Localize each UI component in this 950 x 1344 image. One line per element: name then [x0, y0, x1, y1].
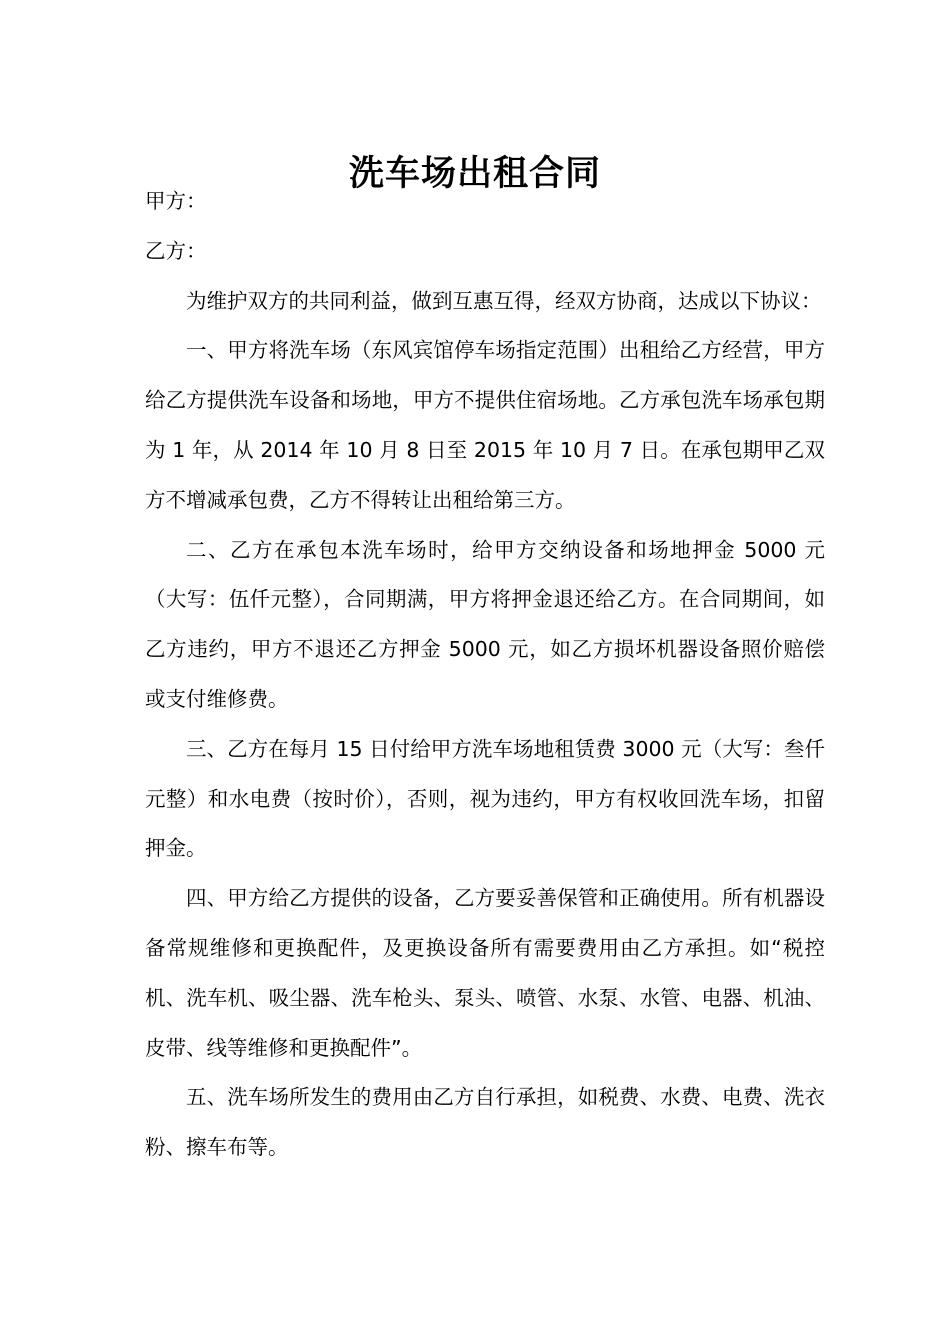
clause-1-paragraph: 一、甲方将洗车场（东风宾馆停车场指定范围）出租给乙方经营，甲方给乙方提供洗车设备和场地，甲方不提供住宿场地。乙方承包洗车场承包期为 1 年，从 2014 年 10 月 8 日至 2015 年 10 月 7 日。在承包期甲乙双方不增减承包费，乙方不得转让出租给第三方。: [145, 338, 825, 512]
party-b-line: 乙方：: [145, 238, 207, 263]
document-title: 洗车场出租合同: [348, 154, 601, 195]
party-a-line: 甲方：: [145, 189, 207, 213]
clause-2-paragraph: 二、乙方在承包本洗车场时，给甲方交纳设备和场地押金 5000 元（大写：伍仟元整），合同期满，甲方将押金退还给乙方。在合同期间，如乙方违约，甲方不退还乙方押金 5000 元，如乙方损坏机器设备照价赔偿或支付维修费。: [145, 537, 825, 711]
clause-3-paragraph: 三、乙方在每月 15 日付给甲方洗车场地租赁费 3000 元（大写：叁仟元整）和水电费（按时价），否则，视为违约，甲方有权收回洗车场，扣留押金。: [145, 736, 825, 861]
preamble-paragraph: 为维护双方的共同利益，做到互惠互得，经双方协商，达成以下协议：: [186, 288, 822, 313]
clause-4-paragraph: 四、甲方给乙方提供的设备，乙方要妥善保管和正确使用。所有机器设备常规维修和更换配件，及更换设备所有需要费用由乙方承担。如“税控机、洗车机、吸尘器、洗车枪头、泵头、喷管、水泵、水管、电器、机油、皮带、线等维修和更换配件”。: [145, 886, 825, 1060]
document-body: [145, 177, 825, 1173]
clause-5-paragraph: 五、洗车场所发生的费用由乙方自行承担，如税费、水费、电费、洗衣粉、擦车布等。: [145, 1085, 825, 1160]
